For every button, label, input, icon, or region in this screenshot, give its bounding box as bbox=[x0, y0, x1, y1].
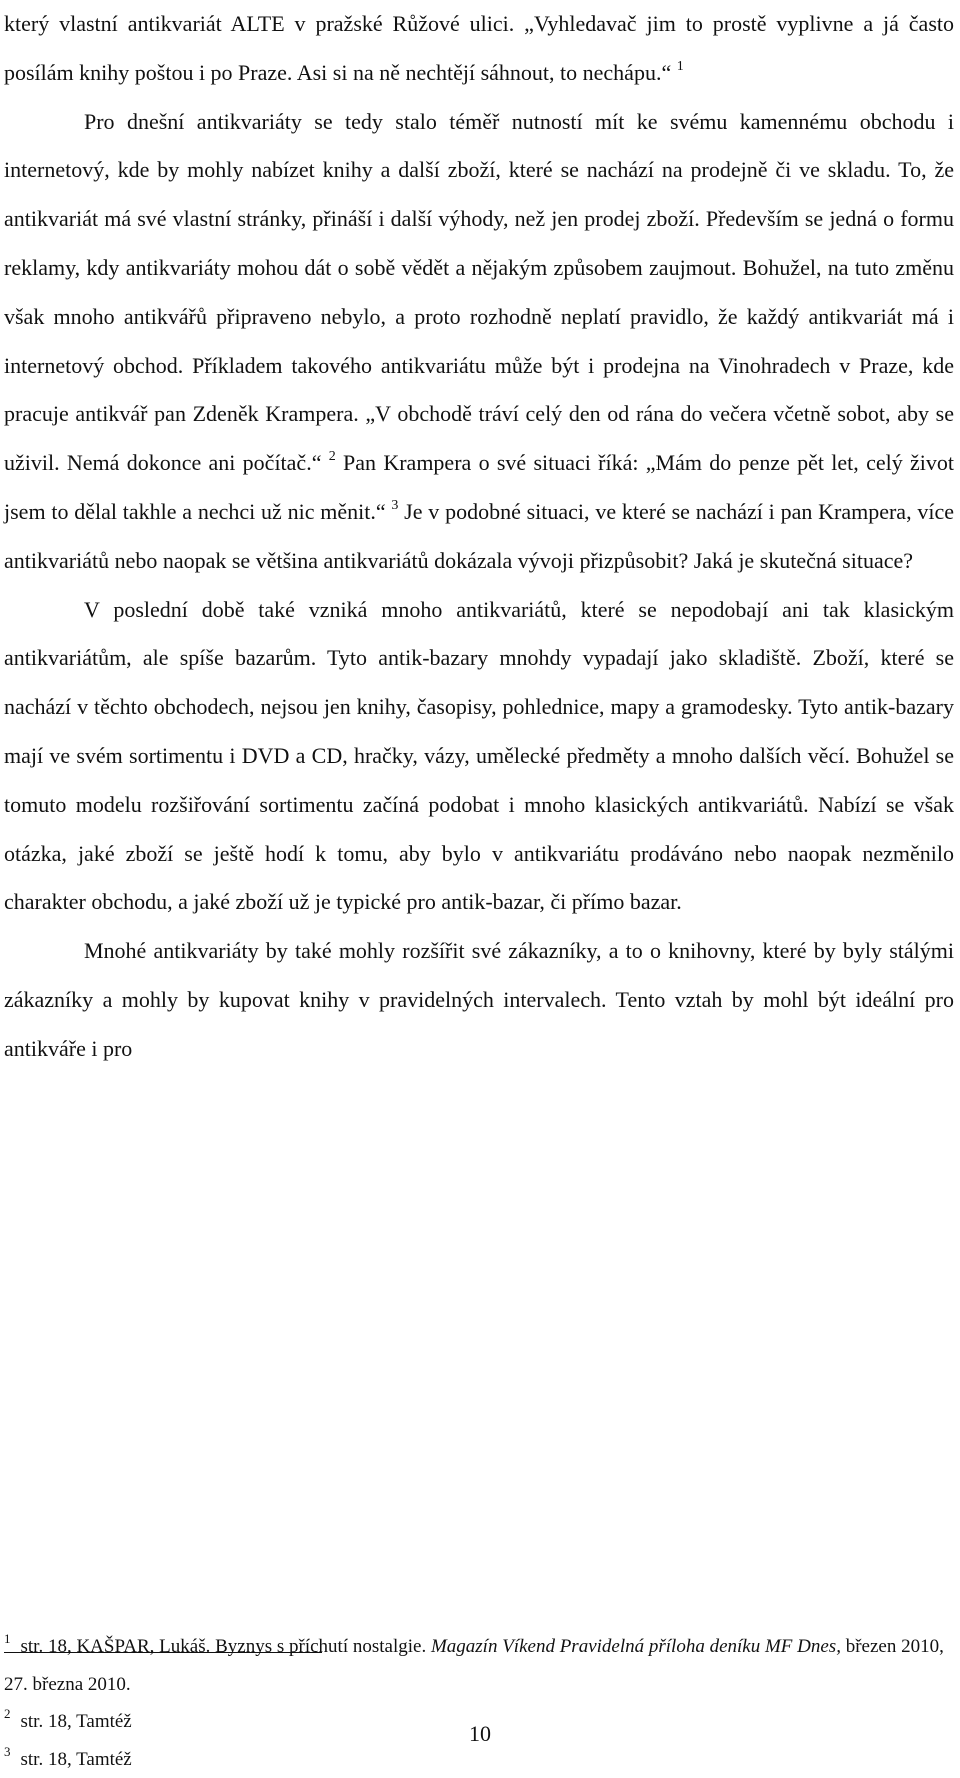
text-run: str. 18, Tamtéž bbox=[21, 1711, 132, 1732]
paragraph bbox=[4, 0, 954, 98]
text-run: Pro dnešní antikvariáty se tedy stalo téměř nutností mít ke svému kamennému obchodu i internetový, kde by mohly nabízet knihy a další zboží, které se nachází na prodejně či ve skladu. To, že antikvariát má své vlastní stránky, přináší i další výhody, než jen prodej zboží. Především se jedná o formu reklamy, kdy antikvariáty mohou dát o sobě vědět a nějakým způsobem zaujmout. Bohužel, na tuto změnu však mnoho antikvářů připraveno nebylo, a proto rozhodně neplatí pravidlo, že každý antikvariát má i internetový obchod. Příkladem takového antikvariátu může být i prodejna na Vinohradech v Praze, kde pracuje antikvář pan Zdeněk Krampera. „V obchodě tráví celý den od rána do večera včetně sobot, aby se uživil. Nemá dokonce ani počítač.“ bbox=[4, 109, 954, 476]
text-run: str. 18, Tamtéž bbox=[21, 1749, 132, 1770]
paragraph bbox=[4, 927, 954, 1073]
text-run: který vlastní antikvariát ALTE v pražské Růžové ulici. „Vyhledavač jim to prostě vyplivne a já často posílám knihy poštou i po Praze. Asi si na ně nechtějí sáhnout, to nechápu.“ bbox=[4, 11, 954, 85]
footnotes bbox=[4, 1628, 954, 1778]
footnote-reference: 1 bbox=[677, 59, 684, 74]
footnote-reference: 2 bbox=[329, 449, 336, 464]
text-run: Pan Krampera o své situaci říká: „Mám do penze pět let, celý život jsem to dělal takhle a nechci už nic měnit.“ bbox=[4, 450, 954, 524]
text-run: březen 2010, 27. března 2010. bbox=[4, 1636, 944, 1695]
footnote-number: 1 bbox=[4, 1631, 11, 1646]
paragraph bbox=[4, 586, 954, 928]
body-text bbox=[4, 0, 954, 1074]
page-number: 10 bbox=[0, 1721, 960, 1747]
footnote-number: 3 bbox=[4, 1744, 11, 1759]
footnote-reference: 3 bbox=[391, 498, 398, 513]
italic-text: Magazín Víkend Pravidelná příloha deníku MF Dnes, bbox=[431, 1636, 841, 1657]
text-run: Je v podobné situaci, ve které se nachází i pan Krampera, více antikvariátů nebo naopak se většina antikvariátů dokázala vývoji přizpůsobit? Jaká je skutečná situace? bbox=[4, 499, 954, 573]
text-run: V poslední době také vzniká mnoho antikvariátů, které se nepodobají ani tak klasickým antikvariátům, ale spíše bazarům. Tyto antik-bazary mnohdy vypadají jako skladiště. Zboží, které se nachází v těchto obchodech, nejsou jen knihy, časopisy, pohlednice, mapy a gramodesky. Tyto antik-bazary mají ve svém sortimentu i DVD a CD, hračky, vázy, umělecké předměty a mnoho dalších věcí. Bohužel se tomuto modelu rozšiřování sortimentu začíná podobat i mnoho klasických antikvariátů. Nabízí se však otázka, jaké zboží se ještě hodí k tomu, aby bylo v antikvariátu prodáváno nebo naopak nezměnilo charakter obchodu, a jaké zboží už je typické pro antik-bazar, či přímo bazar. bbox=[4, 597, 954, 915]
text-run: str. 18, KAŠPAR, Lukáš. Byznys s příchutí nostalgie. bbox=[21, 1636, 431, 1657]
text-run: Mnohé antikvariáty by také mohly rozšířit své zákazníky, a to o knihovny, které by byly stálými zákazníky a mohly by kupovat knihy v pravidelných intervalech. Tento vztah by mohl být ideální pro antikváře i pro bbox=[4, 938, 954, 1061]
footnote bbox=[4, 1628, 954, 1703]
footnote-number: 2 bbox=[4, 1706, 11, 1721]
paragraph bbox=[4, 98, 954, 586]
